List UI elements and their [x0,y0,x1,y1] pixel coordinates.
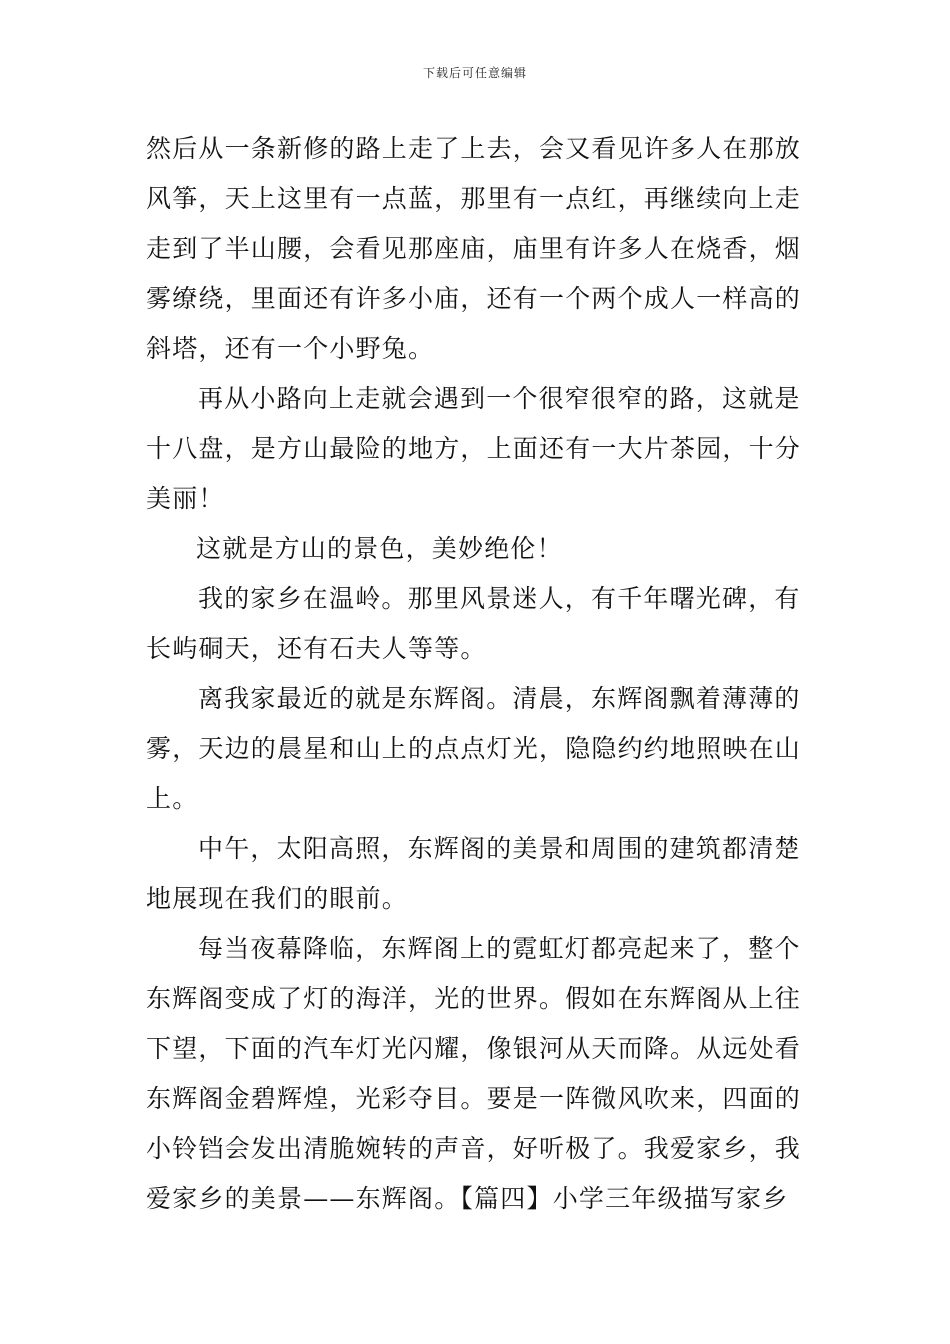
text-line: 长屿硐天，还有石夫人等等。 [146,634,487,663]
text-line: 地展现在我们的眼前。 [146,884,409,913]
text-line: 雾缭绕，里面还有许多小庙，还有一个两个成人一样高的 [146,284,802,313]
text-line: 东辉阁金碧辉煌，光彩夺目。要是一阵微风吹来，四面的 [146,1084,802,1113]
text-line: 美丽！ [146,484,225,513]
text-line: 小铃铛会发出清脆婉转的声音，好听极了。我爱家乡，我 [146,1134,802,1163]
text-line: 雾，天边的晨星和山上的点点灯光，隐隐约约地照映在山 [146,734,802,763]
text-line: 然后从一条新修的路上走了上去，会又看见许多人在那放 [146,134,802,163]
text-line: 风筝，天上这里有一点蓝，那里有一点红，再继续向上走 [146,184,802,213]
text-line: 东辉阁变成了灯的海洋，光的世界。假如在东辉阁从上往 [146,984,802,1013]
page-header: 下载后可任意编辑 [422,66,527,80]
text-line: 每当夜幕降临，东辉阁上的霓虹灯都亮起来了，整个 [198,934,801,963]
text-line: 我的家乡在温岭。那里风景迷人，有千年曙光碑，有 [198,584,801,613]
text-line: 爱家乡的美景——东辉阁。【篇四】小学三年级描写家乡 [146,1184,789,1213]
text-line: 上。 [146,784,199,813]
document-body [146,124,808,1224]
text-line: 下望，下面的汽车灯光闪耀，像银河从天而降。从远处看 [146,1034,802,1063]
text-line: 离我家最近的就是东辉阁。清晨，东辉阁飘着薄薄的 [198,684,801,713]
text-line: 中午，太阳高照，东辉阁的美景和周围的建筑都清楚 [198,834,801,863]
text-line: 再从小路向上走就会遇到一个很窄很窄的路，这就是 [198,384,801,413]
text-line: 斜塔，还有一个小野兔。 [146,334,435,363]
text-line: 这就是方山的景色，美妙绝伦！ [196,534,563,563]
text-line: 十八盘，是方山最险的地方，上面还有一大片茶园，十分 [146,434,802,463]
text-line: 走到了半山腰，会看见那座庙，庙里有许多人在烧香，烟 [146,234,802,263]
